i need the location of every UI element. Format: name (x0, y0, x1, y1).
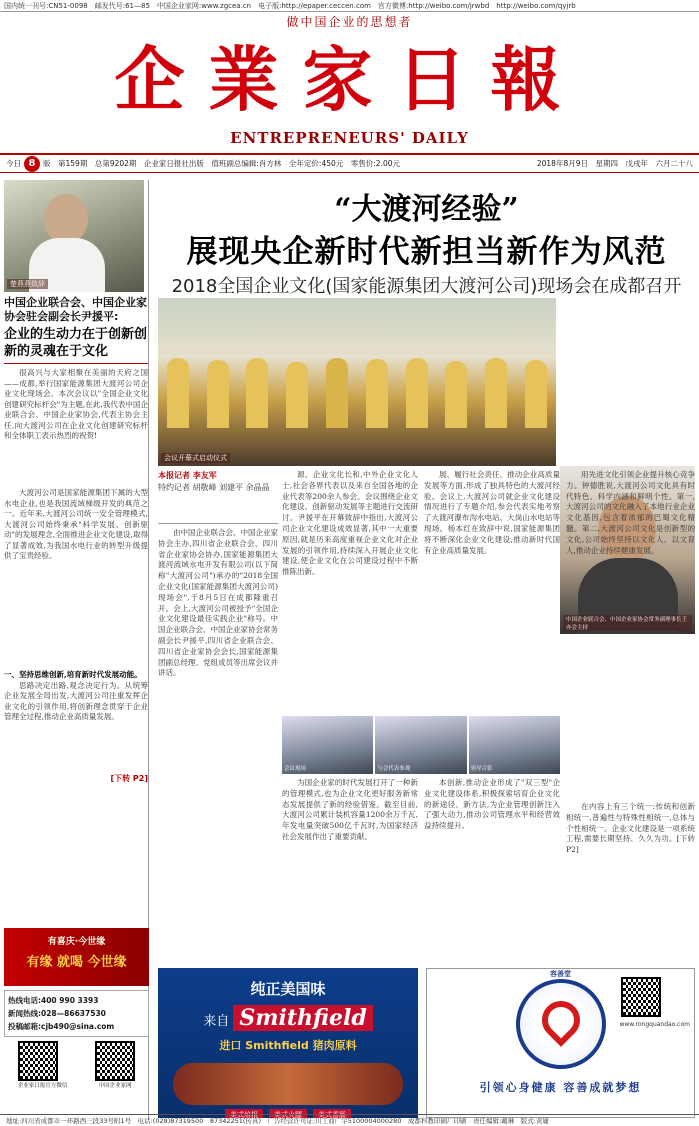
smithfield-ad[interactable] (158, 968, 418, 1118)
issue-date: 2018年8月9日 星期四 戊戌年 六月二十八 (536, 159, 693, 168)
qr-codes (4, 1041, 149, 1089)
top-info-bar: 国内统一刊号:CN51-0098 邮发代号:61—85 中国企业家网:www.zgcea.cn 电子版:http://epaper.ceccen.com 官方微博:http://weibo.com/jrwbd http://weibo.com/qyjrb (0, 0, 699, 12)
liquor-ad-title: 有喜庆·今世缘 (47, 937, 106, 947)
deck: 2018全国企业文化(国家能源集团大渡河公司)现场会在成都召开 (171, 276, 682, 297)
mid-photo-caption: 与会代表参观 (377, 766, 411, 772)
continued-link[interactable]: [下转 P2] (110, 773, 148, 783)
page-number-badge: 8 (24, 156, 40, 172)
today-label: 今日 (6, 159, 21, 168)
rongshantang-ad[interactable] (426, 968, 695, 1118)
mid-photo-caption: 领导合影 (470, 766, 493, 772)
left-para-2: 大渡河公司是国家能源集团下属的大型水电企业,也是我国流域梯级开发的典范之一。近年来,大渡河公司统一安全管理模式,大渡河公司始终秉承"科学发展、创新驱动"的发展理念,全面推进企业文化建设,取得了显著成效,为我国水电行业的转型升级提供了宝贵经验。 (4, 488, 148, 560)
liquor-ad-slogan: 有缘 就喝 今世缘 (26, 955, 127, 970)
ad1-brand-pre: 来自 (203, 1014, 230, 1029)
people-row (158, 358, 556, 428)
masthead: 企業家日報 (114, 38, 585, 121)
food-image (173, 1063, 403, 1105)
kicker: “大渡河经验” (334, 192, 519, 227)
ad1-product: 美式火腿 (269, 1109, 307, 1118)
ad2-slogan: 引领心身健康 容善成就梦想 (479, 1081, 642, 1094)
footer: 地址:四川省成都市一环路西三段33号附1号 电话:(028)87319500 87342251(传真) 广告经营许可证:川工商广字5100004000280 成都科教印刷厂印刷 责任编辑:戴琳 版式:黄婕 (0, 1114, 699, 1126)
liquor-ad[interactable] (4, 928, 149, 986)
article-col-3: 展、履行社会责任、推动企业高质量发展等方面,形成了独具特色的大渡河经验。会议上,大渡河公司就企业文化建设情况进行了专题介绍,参会代表实地考察了大渡河瀑布沟水电站、大岗山水电站等现场。杨本红在致辞中说,国家能源集团将不断深化企业文化建设,推动新时代国有企业高质量发展。 (424, 470, 560, 555)
mid-photo (469, 716, 560, 774)
main-photo (158, 298, 556, 466)
main-headline: 展现央企新时代新担当新作为风范 (186, 234, 667, 270)
article-col-7: 在内容上有三个统一:传统和创新相统一,普遍性与特殊性相统一,总体与个性相统一。企业文化建设是一项系统工程,需要长期坚持、久久为功。[下转 P2] (566, 802, 695, 855)
hotline: 热线电话:400 990 3393 (8, 996, 99, 1005)
contact-box (4, 990, 149, 1037)
speaker-photo (4, 180, 144, 292)
qr-label: 企业家日报官方微信 (17, 1083, 68, 1089)
side-photo-caption: 中国企业联合会、中国企业家协会常务副理事长王亦会主持 (563, 615, 692, 631)
speaker-figure (44, 194, 88, 244)
ad1-top: 纯正美国味 (250, 980, 326, 998)
submission-email[interactable]: 投稿邮箱:cjb490@sina.com (8, 1022, 115, 1031)
english-masthead: ENTREPRENEURS' DAILY (230, 129, 469, 147)
left-headline: 企业的生动力在于创新创新的灵魂在于文化 (4, 326, 148, 364)
heart-icon (534, 993, 588, 1047)
ad2-name: 容善堂 (550, 970, 571, 978)
ad1-brand: Smithfield (233, 1005, 372, 1031)
article-col-5: 为国企业家的时代发展打开了一种新的管理模式,也为企业文化更好服务新常态发展提供了新的经验借鉴。截至目前,大渡河公司累计装机容量1200余万千瓦,年发电量突破500亿千瓦时,为国家经济社会发展作出了重要贡献。 (282, 778, 418, 841)
left-para-1: 很高兴与大家相聚在美丽的天府之国——成都,举行国家能源集团大渡河公司企业文化现场会。本次会议以"全国企业文化创建研究标杆会"为主题,在此,我代表中国企业联合会、中国企业家协会,代表主协会主任,向大渡河公司在企业文化创建研究标杆和全体职工表示热烈的祝贺! (4, 368, 148, 440)
qr-wechat[interactable] (18, 1041, 68, 1089)
qr-code-icon (18, 1041, 58, 1081)
qr-site[interactable] (95, 1041, 135, 1089)
photo-caption: 楚燕燕致辞 (7, 279, 48, 289)
ad1-product: 美式香肠 (313, 1109, 351, 1118)
issue-meta-bar (0, 153, 699, 173)
main-photo-caption: 会议开幕式启动仪式 (161, 453, 230, 463)
mid-photos (282, 716, 560, 774)
news-hotline: 新闻热线:028—86637530 (8, 1009, 106, 1018)
qr-code-icon (95, 1041, 135, 1081)
article-col-1: 由中国企业联合会、中国企业家协会主办,四川省企业联合会、四川省企业家协会协办,国家能源集团大渡河流域水电开发有限公司(以下简称"大渡河公司")承办的"2018全国企业文化(国家能源集团大渡河公司)现场会",于8月5日在成都隆重召开。会上,大渡河公司被授予"全国企业文化建设最佳实践企业"称号。中国企业联合会、中国企业家协会常务副会长尹援平,四川省企业联合会、四川省企业家协会会长,国家能源集团副总经理、党组成员等出席会议并讲话。 (158, 528, 278, 678)
qr-code-icon[interactable] (621, 977, 661, 1017)
mid-photo-caption: 会议现场 (284, 766, 307, 772)
ad2-logo (516, 970, 606, 1069)
byline-reporter: 本报记者 李友军 (158, 471, 217, 480)
edition-info: 版 第159期 总第9202期 企业家日报社出版 值班副总编辑:肖方林 全年定价:450元 零售价:2.00元 (43, 159, 400, 168)
qr-label: 中国企业家网 (98, 1083, 132, 1089)
article-col-2: 源、企业文化长和,中外企业文化人士,社会各界代表以及来自全国各地的企业代表等200余人参会。会议围绕企业文化建设、创新驱动发展等主题进行交流研讨。尹援平在开幕致辞中指出,大渡河公司企业文化建设成效显著,其中一大重要原因,就是历来高度重视企业文化对企业发展的引领作用,持续深入开展企业文化建设,使企业文化在公司建设过程中不断推陈出新。 (282, 470, 418, 577)
ad1-product: 美式培根 (225, 1109, 263, 1118)
ad2-url[interactable]: www.rongquandao.com (619, 1021, 690, 1028)
article-col-6: 本创新,推动企业形成了"双三型"企业文化建设体系,积极探索培育企业文化的新途径、新方法,为企业管理创新注入了强大动力,推动公司管理水平和经营效益持续提升。 (424, 778, 560, 831)
mid-photo (282, 716, 373, 774)
slogan: 做中国企业的思想者 (286, 15, 413, 29)
ad1-sub: 进口 Smithfield 猪肉原料 (219, 1039, 357, 1052)
article-col-4: 用先进文化引领企业提升核心竞争力。钟德胜说,大渡河公司文化具有时代特色、科学内涵和鲜明个性。第一,大渡河公司的文化融入了本地行业企业文化基因,包含着浓郁的巴蜀文化精髓。第二,大渡河公司文化是创新型的文化,公司始终坚持以文化人、以文育人,推动企业持续健康发展。 (566, 470, 695, 555)
left-subhead: 一、坚持思维创新,培育新时代发展动能。 (4, 670, 142, 679)
byline-contributors: 特约记者 胡敬峰 刘建平 余晶晶 (158, 483, 270, 492)
left-ads (4, 928, 149, 1089)
left-headline-intro: 中国企业联合会、中国企业家协会驻会副会长尹援平: (4, 296, 147, 323)
left-para-3: 思路决定出路,观念决定行为。从统筹企业发展全局出发,大渡河公司注重发挥企业文化的引领作用,将创新理念贯穿于企业管理全过程,推动企业高质量发展。 (4, 680, 148, 721)
mid-photo (375, 716, 466, 774)
byline (158, 470, 278, 524)
ad1-brand-line (158, 1005, 418, 1031)
